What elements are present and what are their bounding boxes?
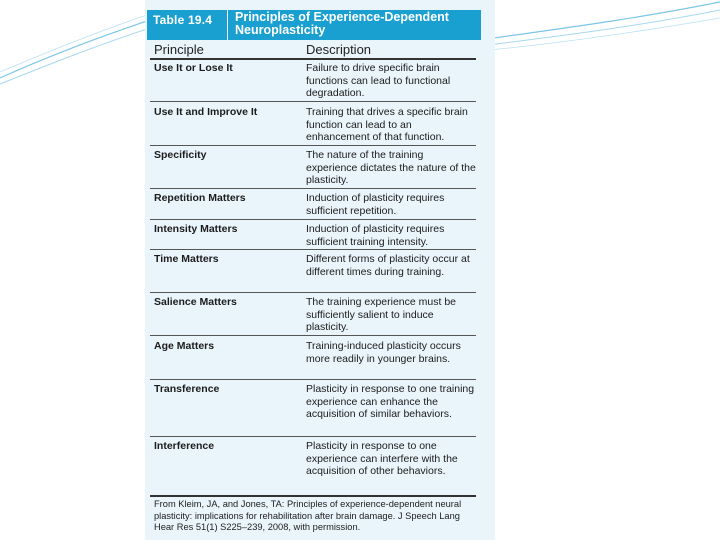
row-description: Different forms of plasticity occur at different times during training. — [306, 253, 470, 278]
header-divider — [227, 10, 228, 40]
row-principle: Age Matters — [154, 340, 215, 352]
table-footnote: From Kleim, JA, and Jones, TA: Principles of experience-dependent neural plasticity: implications for rehabilitation after brain damage. J Speech Lang Hear Res 51(1) S225–239, 2008, with permission. — [154, 499, 462, 532]
row-principle: Time Matters — [154, 253, 219, 265]
row-divider — [150, 292, 476, 293]
header-rule — [150, 58, 476, 60]
row-divider — [150, 101, 476, 102]
row-description: Plasticity in response to one experience can interfere with the acquisition of other behaviors. — [306, 440, 458, 478]
row-description: The nature of the training experience dictates the nature of the plasticity. — [306, 149, 476, 187]
row-description: Training-induced plasticity occurs more readily in younger brains. — [306, 340, 461, 365]
row-description: Induction of plasticity requires sufficient repetition. — [306, 192, 445, 217]
row-divider — [150, 436, 476, 437]
row-description: Training that drives a specific brain function can lead to an enhancement of that function. — [306, 106, 468, 144]
row-divider — [150, 145, 476, 146]
row-divider — [150, 188, 476, 189]
row-principle: Specificity — [154, 149, 207, 161]
column-header-description: Description — [306, 42, 372, 57]
table-number: Table 19.4 — [153, 13, 213, 27]
table-title: Principles of Experience-Dependent Neuroplasticity — [235, 10, 449, 37]
row-principle: Interference — [154, 440, 215, 452]
decorative-swoosh-right — [480, 0, 720, 60]
row-description: The training experience must be sufficiently salient to induce plasticity. — [306, 296, 456, 334]
row-description: Plasticity in response to one training experience can enhance the acquisition of similar behaviors. — [306, 383, 475, 421]
row-principle: Intensity Matters — [154, 223, 238, 235]
table-bottom-rule — [150, 495, 476, 497]
row-description: Failure to drive specific brain functions can lead to functional degradation. — [306, 62, 451, 100]
row-principle: Repetition Matters — [154, 192, 246, 204]
row-description: Induction of plasticity requires sufficient training intensity. — [306, 223, 445, 248]
row-divider — [150, 379, 476, 380]
table-header — [147, 10, 481, 40]
row-divider — [150, 335, 476, 336]
row-principle: Transference — [154, 383, 220, 395]
row-principle: Use It or Lose It — [154, 62, 233, 74]
row-principle: Use It and Improve It — [154, 106, 258, 118]
decorative-swoosh-left — [0, 0, 150, 90]
row-principle: Salience Matters — [154, 296, 237, 308]
row-divider — [150, 219, 476, 220]
column-header-principle: Principle — [154, 42, 204, 57]
row-divider — [150, 249, 476, 250]
